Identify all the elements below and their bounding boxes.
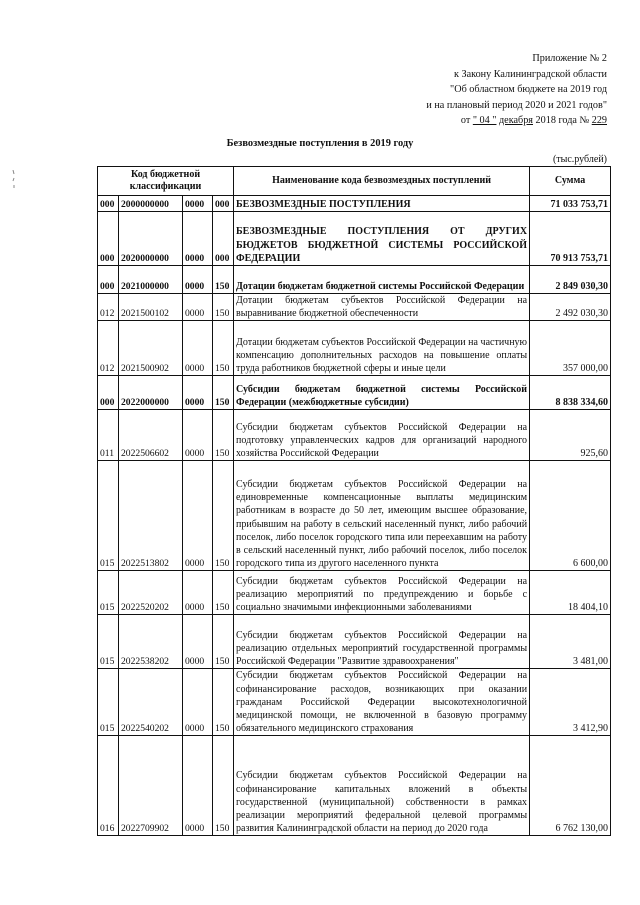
code-main: 2022538202	[119, 615, 183, 669]
code-admin: 012	[98, 321, 119, 376]
code-admin: 015	[98, 669, 119, 736]
code-economic: 000	[213, 212, 234, 266]
code-main: 2022520202	[119, 571, 183, 615]
row-name: Дотации бюджетам бюджетной системы Российской Федерации	[234, 266, 530, 294]
code-admin: 000	[98, 376, 119, 410]
row-sum: 6 762 130,00	[530, 736, 611, 836]
code-program: 0000	[183, 461, 213, 571]
row-sum: 357 000,00	[530, 321, 611, 376]
table-row	[98, 736, 611, 836]
code-main: 2022513802	[119, 461, 183, 571]
code-economic: 150	[213, 461, 234, 571]
row-sum: 925,60	[530, 410, 611, 461]
code-admin: 015	[98, 461, 119, 571]
code-economic: 150	[213, 571, 234, 615]
code-program: 0000	[183, 571, 213, 615]
code-economic: 150	[213, 266, 234, 294]
code-main: 2022540202	[119, 669, 183, 736]
appendix-date-line	[287, 113, 607, 129]
table-row	[98, 196, 611, 212]
code-main: 2021500902	[119, 321, 183, 376]
row-sum: 3 481,00	[530, 615, 611, 669]
code-main: 2022000000	[119, 376, 183, 410]
table-row	[98, 212, 611, 266]
code-main: 2000000000	[119, 196, 183, 212]
appendix-number: Приложение № 2	[532, 53, 607, 64]
table-row	[98, 669, 611, 736]
header-code: Код бюджетной классификации	[98, 167, 234, 196]
code-economic: 150	[213, 294, 234, 321]
appendix-law-title: "Об областном бюджете на 2019 год	[450, 84, 607, 96]
code-admin: 016	[98, 736, 119, 836]
revenue-table	[97, 166, 611, 836]
code-economic: 150	[213, 736, 234, 836]
row-sum: 2 849 030,30	[530, 266, 611, 294]
row-sum: 70 913 753,71	[530, 212, 611, 266]
code-program: 0000	[183, 615, 213, 669]
row-sum: 71 033 753,71	[530, 196, 611, 212]
table-row	[98, 376, 611, 410]
row-sum: 2 492 030,30	[530, 294, 611, 321]
table-row	[98, 571, 611, 615]
row-sum: 18 404,10	[530, 571, 611, 615]
code-program: 0000	[183, 294, 213, 321]
code-economic: 150	[213, 321, 234, 376]
row-name: Дотации бюджетам субъектов Российской Федерации на выравнивание бюджетной обеспеченности	[234, 294, 530, 321]
row-sum: 8 838 334,60	[530, 376, 611, 410]
row-sum: 3 412,90	[530, 669, 611, 736]
row-sum: 6 600,00	[530, 461, 611, 571]
code-main: 2021500102	[119, 294, 183, 321]
code-program: 0000	[183, 736, 213, 836]
code-program: 0000	[183, 321, 213, 376]
table-row	[98, 461, 611, 571]
date-year: 2018 года №	[535, 115, 590, 127]
code-admin: 012	[98, 294, 119, 321]
code-program: 0000	[183, 376, 213, 410]
code-economic: 150	[213, 410, 234, 461]
row-name: Субсидии бюджетам субъектов Российской Федерации на единовременные компенсационные выплаты медицинским работникам в возрасте до 50 лет, имеющим высшее образование, прибывшим на работу в сельский населенный пункт, либо рабочий поселок, либо поселок городского типа или переехавшим на работу в сельский населенный пункт, либо рабочий поселок, либо поселок городского типа из другого населенного пункта	[234, 461, 530, 571]
table-row	[98, 266, 611, 294]
table-row	[98, 410, 611, 461]
code-main: 2021000000	[119, 266, 183, 294]
code-admin: 000	[98, 212, 119, 266]
date-day: " 04 "	[472, 115, 497, 127]
code-economic: 000	[213, 196, 234, 212]
header-name: Наименование кода безвозмездных поступлений	[234, 167, 530, 196]
row-name: Дотации бюджетам субъектов Российской Федерации на частичную компенсацию дополнительных расходов на повышение оплаты труда работников бюджетной сферы и иные цели	[234, 321, 530, 376]
appendix-law: к Закону Калининградской области	[454, 68, 607, 80]
code-program: 0000	[183, 196, 213, 212]
code-program: 0000	[183, 266, 213, 294]
row-name: Субсидии бюджетам субъектов Российской Федерации на реализацию мероприятий по предупреждению и борьбе с социально значимыми инфекционными заболеваниями	[234, 571, 530, 615]
header-sum: Сумма	[530, 167, 611, 196]
code-program: 0000	[183, 212, 213, 266]
date-month: декабря	[499, 115, 533, 127]
table-body	[98, 196, 611, 836]
code-economic: 150	[213, 669, 234, 736]
code-main: 2022506602	[119, 410, 183, 461]
code-admin: 000	[98, 196, 119, 212]
row-name: Субсидии бюджетам субъектов Российской Федерации на реализацию отдельных мероприятий государственной программы Российской Федерации "Развитие здравоохранения"	[234, 615, 530, 669]
code-main: 2022709902	[119, 736, 183, 836]
code-program: 0000	[183, 410, 213, 461]
scan-margin-marks	[11, 170, 17, 190]
table-row	[98, 321, 611, 376]
table-header-row	[98, 167, 611, 196]
table-row	[98, 294, 611, 321]
code-admin: 000	[98, 266, 119, 294]
appendix-law-period: и на плановый период 2020 и 2021 годов"	[426, 99, 607, 111]
code-admin: 015	[98, 615, 119, 669]
row-name: БЕЗВОЗМЕЗДНЫЕ ПОСТУПЛЕНИЯ ОТ ДРУГИХ БЮДЖЕТОВ БЮДЖЕТНОЙ СИСТЕМЫ РОССИЙСКОЙ ФЕДЕРАЦИИ	[234, 212, 530, 266]
code-program: 0000	[183, 669, 213, 736]
row-name: Субсидии бюджетам субъектов Российской Федерации на подготовку управленческих кадров для организаций народного хозяйства Российской Федерации	[234, 410, 530, 461]
row-name: Субсидии бюджетам субъектов Российской Федерации на софинансирование капитальных вложений в объекты государственной (муниципальной) собственности в рамках реализации мероприятий федеральной целевой программы развития Калининградской области на период до 2020 года	[234, 736, 530, 836]
code-main: 2020000000	[119, 212, 183, 266]
row-name: БЕЗВОЗМЕЗДНЫЕ ПОСТУПЛЕНИЯ	[234, 196, 530, 212]
code-admin: 011	[98, 410, 119, 461]
date-prefix: от	[460, 115, 471, 127]
code-economic: 150	[213, 376, 234, 410]
code-admin: 015	[98, 571, 119, 615]
table-row	[98, 615, 611, 669]
appendix-header	[287, 51, 607, 129]
document-title: Безвозмездные поступления в 2019 году	[226, 138, 414, 149]
row-name: Субсидии бюджетам субъектов Российской Федерации на софинансирование расходов, возникающих при оказании гражданам Российской Федерации высокотехнологичной медицинской помощи, не включенной в базовую программу обязательного медицинского страхования	[234, 669, 530, 736]
row-name: Субсидии бюджетам бюджетной системы Российской Федерации (межбюджетные субсидии)	[234, 376, 530, 410]
code-economic: 150	[213, 615, 234, 669]
units-label: (тыс.рублей)	[552, 154, 607, 165]
law-number: 229	[591, 115, 607, 127]
